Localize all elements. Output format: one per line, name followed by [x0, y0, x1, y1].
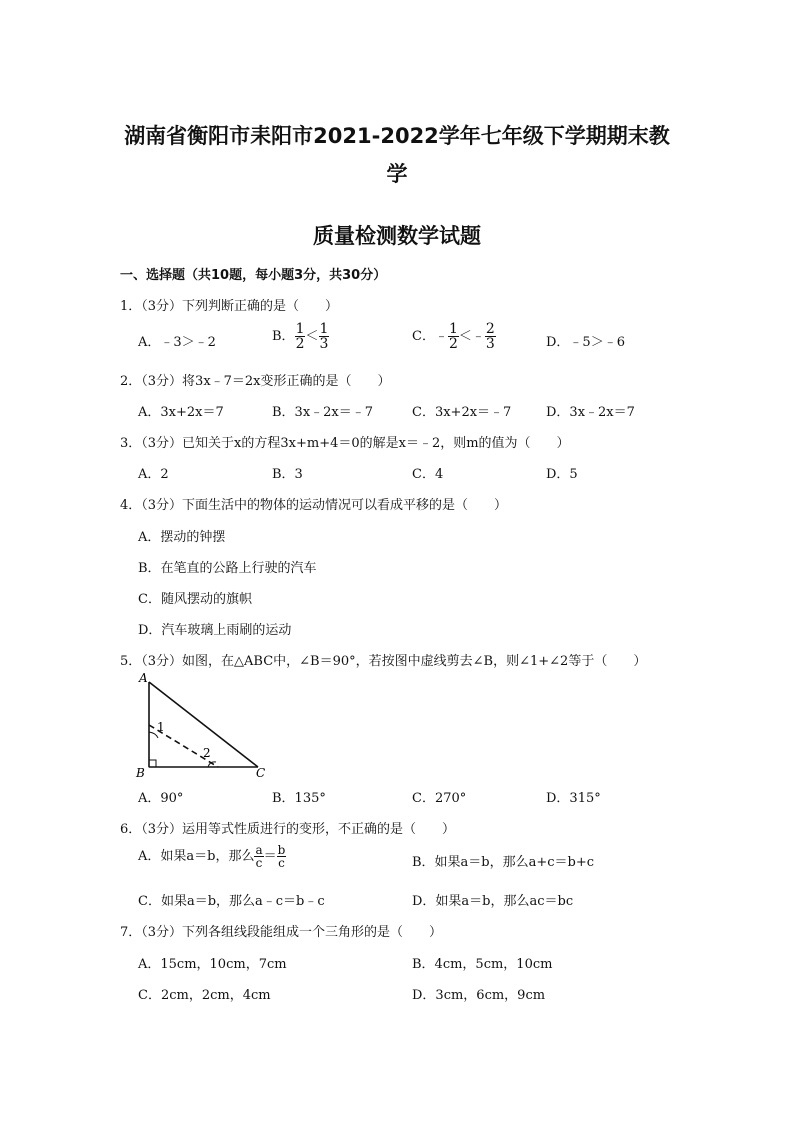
- q1-c-op: ＜﹣: [458, 329, 485, 344]
- title-line-3: 质量检测数学试题: [313, 224, 481, 248]
- title-line-1: 湖南省衡阳市耒阳市2021-2022学年七年级下学期期末教: [124, 124, 670, 148]
- q1-b-op: ＜: [305, 329, 319, 344]
- q1-b-frac-1: [295, 322, 306, 351]
- question-5-stem: 5．（3分）如图，在△ABC中，∠B＝90°，若按图中虚线剪去∠B，则∠1+∠2等于（ ）: [120, 654, 647, 669]
- numerator: 1: [295, 321, 305, 337]
- q7-option-d: D．3cm，6cm，9cm: [412, 988, 546, 1003]
- q7-option-b: B．4cm，5cm，10cm: [412, 957, 553, 972]
- angle-1-label: 1: [157, 720, 165, 734]
- denominator: 2: [295, 336, 305, 352]
- q1-option-a: A．﹣3＞﹣2: [138, 335, 216, 350]
- vertex-b: B: [136, 766, 145, 780]
- q3-option-c: C．4: [412, 467, 444, 482]
- question-7-stem: 7．（3分）下列各组线段能组成一个三角形的是（ ）: [120, 925, 443, 940]
- q2-option-d: D．3x﹣2x＝7: [546, 405, 635, 420]
- question-6-stem: 6．（3分）运用等式性质进行的变形，不正确的是（ ）: [120, 822, 456, 837]
- question-1-stem: 1．（3分）下列判断正确的是（ ）: [120, 299, 339, 314]
- q4-option-b: B．在笔直的公路上行驶的汽车: [138, 561, 317, 576]
- question-3-stem: 3．（3分）已知关于x的方程3x+m+4＝0的解是x＝﹣2，则m的值为（ ）: [120, 436, 570, 451]
- q6-a-prefix: A．如果a＝b，那么: [138, 849, 255, 864]
- q1-option-d: D．﹣5＞﹣6: [546, 335, 625, 350]
- q4-option-c: C．随风摆动的旗帜: [138, 592, 252, 607]
- q7-option-a: A．15cm，10cm，7cm: [138, 957, 287, 972]
- q6-option-d: D．如果a＝b，那么ac＝bc: [412, 894, 574, 909]
- denominator: c: [255, 856, 263, 870]
- angle-2-label: 2: [203, 746, 211, 760]
- q1-option-b: [272, 322, 329, 351]
- denominator: 2: [448, 336, 458, 352]
- q1-b-label: B．: [272, 329, 295, 344]
- q1-c-frac-2: [485, 322, 496, 351]
- q5-option-b: B．135°: [272, 791, 326, 806]
- question-2-stem: 2．（3分）将3x﹣7＝2x变形正确的是（ ）: [120, 374, 391, 389]
- numerator: 2: [485, 321, 495, 337]
- q6-option-c: C．如果a＝b，那么a﹣c＝b﹣c: [138, 894, 325, 909]
- right-angle-mark: [149, 760, 156, 767]
- triangle-figure: [130, 670, 280, 782]
- q3-option-d: D．5: [546, 467, 578, 482]
- q3-option-a: A．2: [138, 467, 169, 482]
- q1-option-c: [412, 322, 496, 351]
- q7-option-c: C．2cm，2cm，4cm: [138, 988, 271, 1003]
- q2-option-c: C．3x+2x＝﹣7: [412, 405, 512, 420]
- denominator: 3: [319, 336, 329, 352]
- q6-option-a: [138, 844, 286, 869]
- section-heading: 一、选择题（共10题，每小题3分，共30分）: [120, 268, 387, 283]
- q5-option-c: C．270°: [412, 791, 467, 806]
- q4-option-a: A．摆动的钟摆: [138, 530, 226, 545]
- q3-option-b: B．3: [272, 467, 303, 482]
- vertex-c: C: [256, 766, 266, 780]
- q6-a-eq: ＝: [263, 849, 277, 864]
- q1-c-frac-1: [448, 322, 459, 351]
- q6-a-frac-2: [277, 844, 287, 869]
- q1-c-label: C．﹣: [412, 329, 448, 344]
- q2-option-a: A．3x+2x＝7: [138, 405, 224, 420]
- denominator: c: [278, 856, 285, 870]
- question-4-stem: 4．（3分）下面生活中的物体的运动情况可以看成平移的是（ ）: [120, 498, 508, 513]
- title-line-2: 学: [386, 162, 408, 186]
- q5-option-d: D．315°: [546, 791, 601, 806]
- denominator: 3: [485, 336, 495, 352]
- numerator: b: [277, 843, 286, 857]
- numerator: a: [255, 843, 263, 857]
- q6-a-frac-1: [254, 844, 263, 869]
- q4-option-d: D．汽车玻璃上雨刷的运动: [138, 623, 292, 638]
- q6-option-b: B．如果a＝b，那么a+c＝b+c: [412, 855, 595, 870]
- q5-option-a: A．90°: [138, 791, 184, 806]
- q2-option-b: B．3x﹣2x＝﹣7: [272, 405, 374, 420]
- numerator: 1: [448, 321, 458, 337]
- q1-b-frac-2: [319, 322, 330, 351]
- vertex-a: A: [139, 671, 148, 685]
- numerator: 1: [319, 321, 329, 337]
